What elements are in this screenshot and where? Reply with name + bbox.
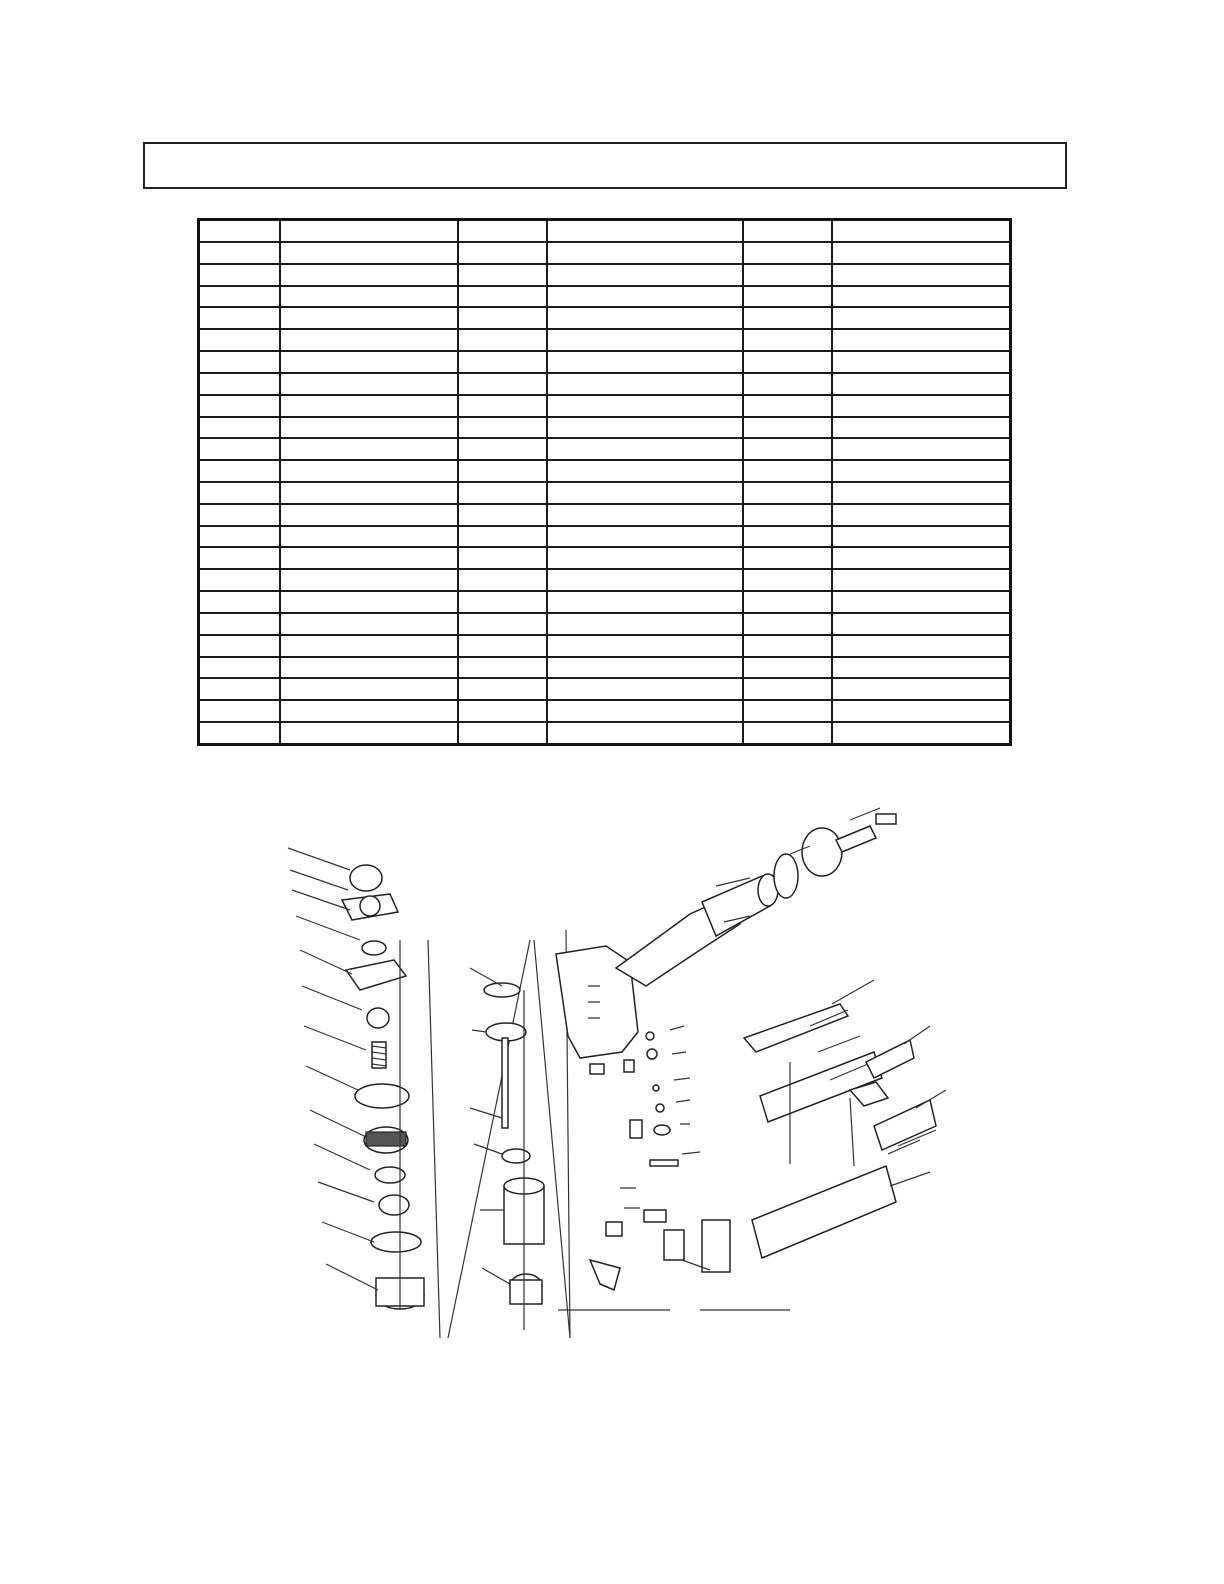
table-cell [547, 286, 743, 308]
table-cell [280, 220, 458, 242]
table-cell [458, 351, 547, 373]
table-cell [199, 351, 280, 373]
table-cell [199, 220, 280, 242]
table-cell [547, 264, 743, 286]
exploded-parts-diagram [270, 790, 970, 1350]
table-cell [547, 307, 743, 329]
table-cell [199, 635, 280, 657]
table-cell [280, 482, 458, 504]
table-cell [199, 286, 280, 308]
table-cell [743, 591, 832, 613]
table-cell [280, 242, 458, 264]
table-cell [832, 395, 1011, 417]
table-cell [832, 242, 1011, 264]
table-cell [280, 635, 458, 657]
table-row [199, 264, 1011, 286]
table-cell [199, 438, 280, 460]
table-row [199, 286, 1011, 308]
table-cell [199, 547, 280, 569]
table-cell [280, 438, 458, 460]
table-row [199, 220, 1011, 242]
table-row [199, 635, 1011, 657]
table-cell [199, 395, 280, 417]
table-cell [743, 307, 832, 329]
table-cell [458, 307, 547, 329]
table-cell [743, 526, 832, 548]
table-cell [199, 526, 280, 548]
table-row [199, 460, 1011, 482]
table-cell [832, 220, 1011, 242]
table-cell [547, 635, 743, 657]
table-cell [832, 307, 1011, 329]
table-cell [832, 700, 1011, 722]
table-cell [547, 220, 743, 242]
table-cell [547, 657, 743, 679]
table-cell [547, 482, 743, 504]
table-row [199, 526, 1011, 548]
table-row [199, 395, 1011, 417]
table-cell [280, 678, 458, 700]
table-cell [280, 286, 458, 308]
table-cell [458, 722, 547, 744]
table-row [199, 678, 1011, 700]
table-cell [458, 591, 547, 613]
table-cell [280, 460, 458, 482]
table-cell [458, 657, 547, 679]
table-cell [743, 242, 832, 264]
table-cell [547, 547, 743, 569]
table-cell [743, 547, 832, 569]
table-cell [458, 438, 547, 460]
table-row [199, 569, 1011, 591]
table-cell [280, 526, 458, 548]
table-cell [458, 526, 547, 548]
table-cell [547, 417, 743, 439]
table-cell [199, 482, 280, 504]
table-row [199, 329, 1011, 351]
table-row [199, 373, 1011, 395]
table-row [199, 504, 1011, 526]
table-cell [743, 286, 832, 308]
table-cell [458, 395, 547, 417]
table-row [199, 417, 1011, 439]
table-cell [547, 613, 743, 635]
table-cell [832, 417, 1011, 439]
table-cell [832, 329, 1011, 351]
table-cell [280, 504, 458, 526]
table-cell [199, 417, 280, 439]
table-cell [547, 460, 743, 482]
table-cell [280, 351, 458, 373]
table-cell [743, 460, 832, 482]
table-cell [458, 329, 547, 351]
table-cell [832, 722, 1011, 744]
table-cell [458, 220, 547, 242]
table-cell [458, 373, 547, 395]
table-cell [280, 657, 458, 679]
table-cell [832, 438, 1011, 460]
table-cell [199, 722, 280, 744]
table-cell [832, 286, 1011, 308]
table-cell [832, 635, 1011, 657]
table-row [199, 700, 1011, 722]
table-cell [547, 722, 743, 744]
table-cell [743, 264, 832, 286]
table-cell [743, 329, 832, 351]
table-cell [458, 504, 547, 526]
table-cell [199, 613, 280, 635]
table-cell [832, 504, 1011, 526]
table-cell [199, 460, 280, 482]
table-cell [280, 329, 458, 351]
table-row [199, 722, 1011, 744]
table-row [199, 591, 1011, 613]
table-cell [547, 678, 743, 700]
table-row [199, 547, 1011, 569]
exploded-view-drawing [270, 790, 970, 1350]
table-cell [199, 504, 280, 526]
table-cell [547, 438, 743, 460]
table-cell [743, 504, 832, 526]
table-cell [280, 700, 458, 722]
table-cell [832, 591, 1011, 613]
table-cell [458, 635, 547, 657]
table-cell [832, 351, 1011, 373]
table-cell [458, 678, 547, 700]
table-cell [743, 482, 832, 504]
table-cell [547, 569, 743, 591]
table-cell [458, 482, 547, 504]
table-cell [547, 526, 743, 548]
table-cell [199, 657, 280, 679]
table-row [199, 482, 1011, 504]
table-cell [743, 351, 832, 373]
table-cell [280, 613, 458, 635]
table-cell [458, 460, 547, 482]
table-cell [280, 722, 458, 744]
magazine [744, 980, 946, 1258]
table-row [199, 307, 1011, 329]
table-cell [547, 242, 743, 264]
table-cell [199, 678, 280, 700]
table-cell [458, 613, 547, 635]
table-cell [832, 547, 1011, 569]
table-cell [458, 417, 547, 439]
table-cell [743, 657, 832, 679]
table-cell [743, 678, 832, 700]
table-cell [458, 286, 547, 308]
table-cell [547, 373, 743, 395]
table-cell [547, 329, 743, 351]
table-cell [280, 591, 458, 613]
table-cell [458, 700, 547, 722]
table-cell [458, 242, 547, 264]
table-cell [832, 460, 1011, 482]
table-row [199, 657, 1011, 679]
small-parts [590, 1026, 730, 1290]
left-stack [288, 848, 424, 1310]
table-cell [832, 264, 1011, 286]
table-cell [547, 504, 743, 526]
table-cell [199, 264, 280, 286]
table-cell [743, 613, 832, 635]
table-cell [547, 700, 743, 722]
table-cell [199, 569, 280, 591]
table-row [199, 438, 1011, 460]
table-cell [199, 700, 280, 722]
table-cell [832, 657, 1011, 679]
table-cell [832, 373, 1011, 395]
table-cell [547, 351, 743, 373]
table-cell [743, 700, 832, 722]
table-cell [832, 678, 1011, 700]
table-row [199, 351, 1011, 373]
table-cell [547, 591, 743, 613]
table-cell [280, 417, 458, 439]
page-title-box [143, 142, 1067, 189]
table-cell [743, 417, 832, 439]
table-cell [280, 373, 458, 395]
table-cell [199, 242, 280, 264]
table-cell [743, 722, 832, 744]
table-cell [743, 635, 832, 657]
table-cell [280, 307, 458, 329]
table-cell [458, 264, 547, 286]
table-cell [280, 395, 458, 417]
table-cell [743, 220, 832, 242]
table-cell [458, 569, 547, 591]
table-cell [832, 569, 1011, 591]
table-row [199, 613, 1011, 635]
parts-table-body [199, 220, 1011, 745]
table-row [199, 242, 1011, 264]
table-cell [199, 307, 280, 329]
middle-stack [470, 968, 544, 1330]
table-cell [743, 395, 832, 417]
table-cell [832, 613, 1011, 635]
parts-list-table [197, 218, 1012, 746]
table-cell [832, 526, 1011, 548]
table-cell [199, 373, 280, 395]
table-cell [280, 547, 458, 569]
table-cell [199, 591, 280, 613]
table-cell [832, 482, 1011, 504]
table-cell [743, 569, 832, 591]
table-cell [280, 569, 458, 591]
table-cell [458, 547, 547, 569]
table-cell [547, 395, 743, 417]
table-cell [743, 438, 832, 460]
table-cell [280, 264, 458, 286]
table-cell [199, 329, 280, 351]
table-cell [743, 373, 832, 395]
